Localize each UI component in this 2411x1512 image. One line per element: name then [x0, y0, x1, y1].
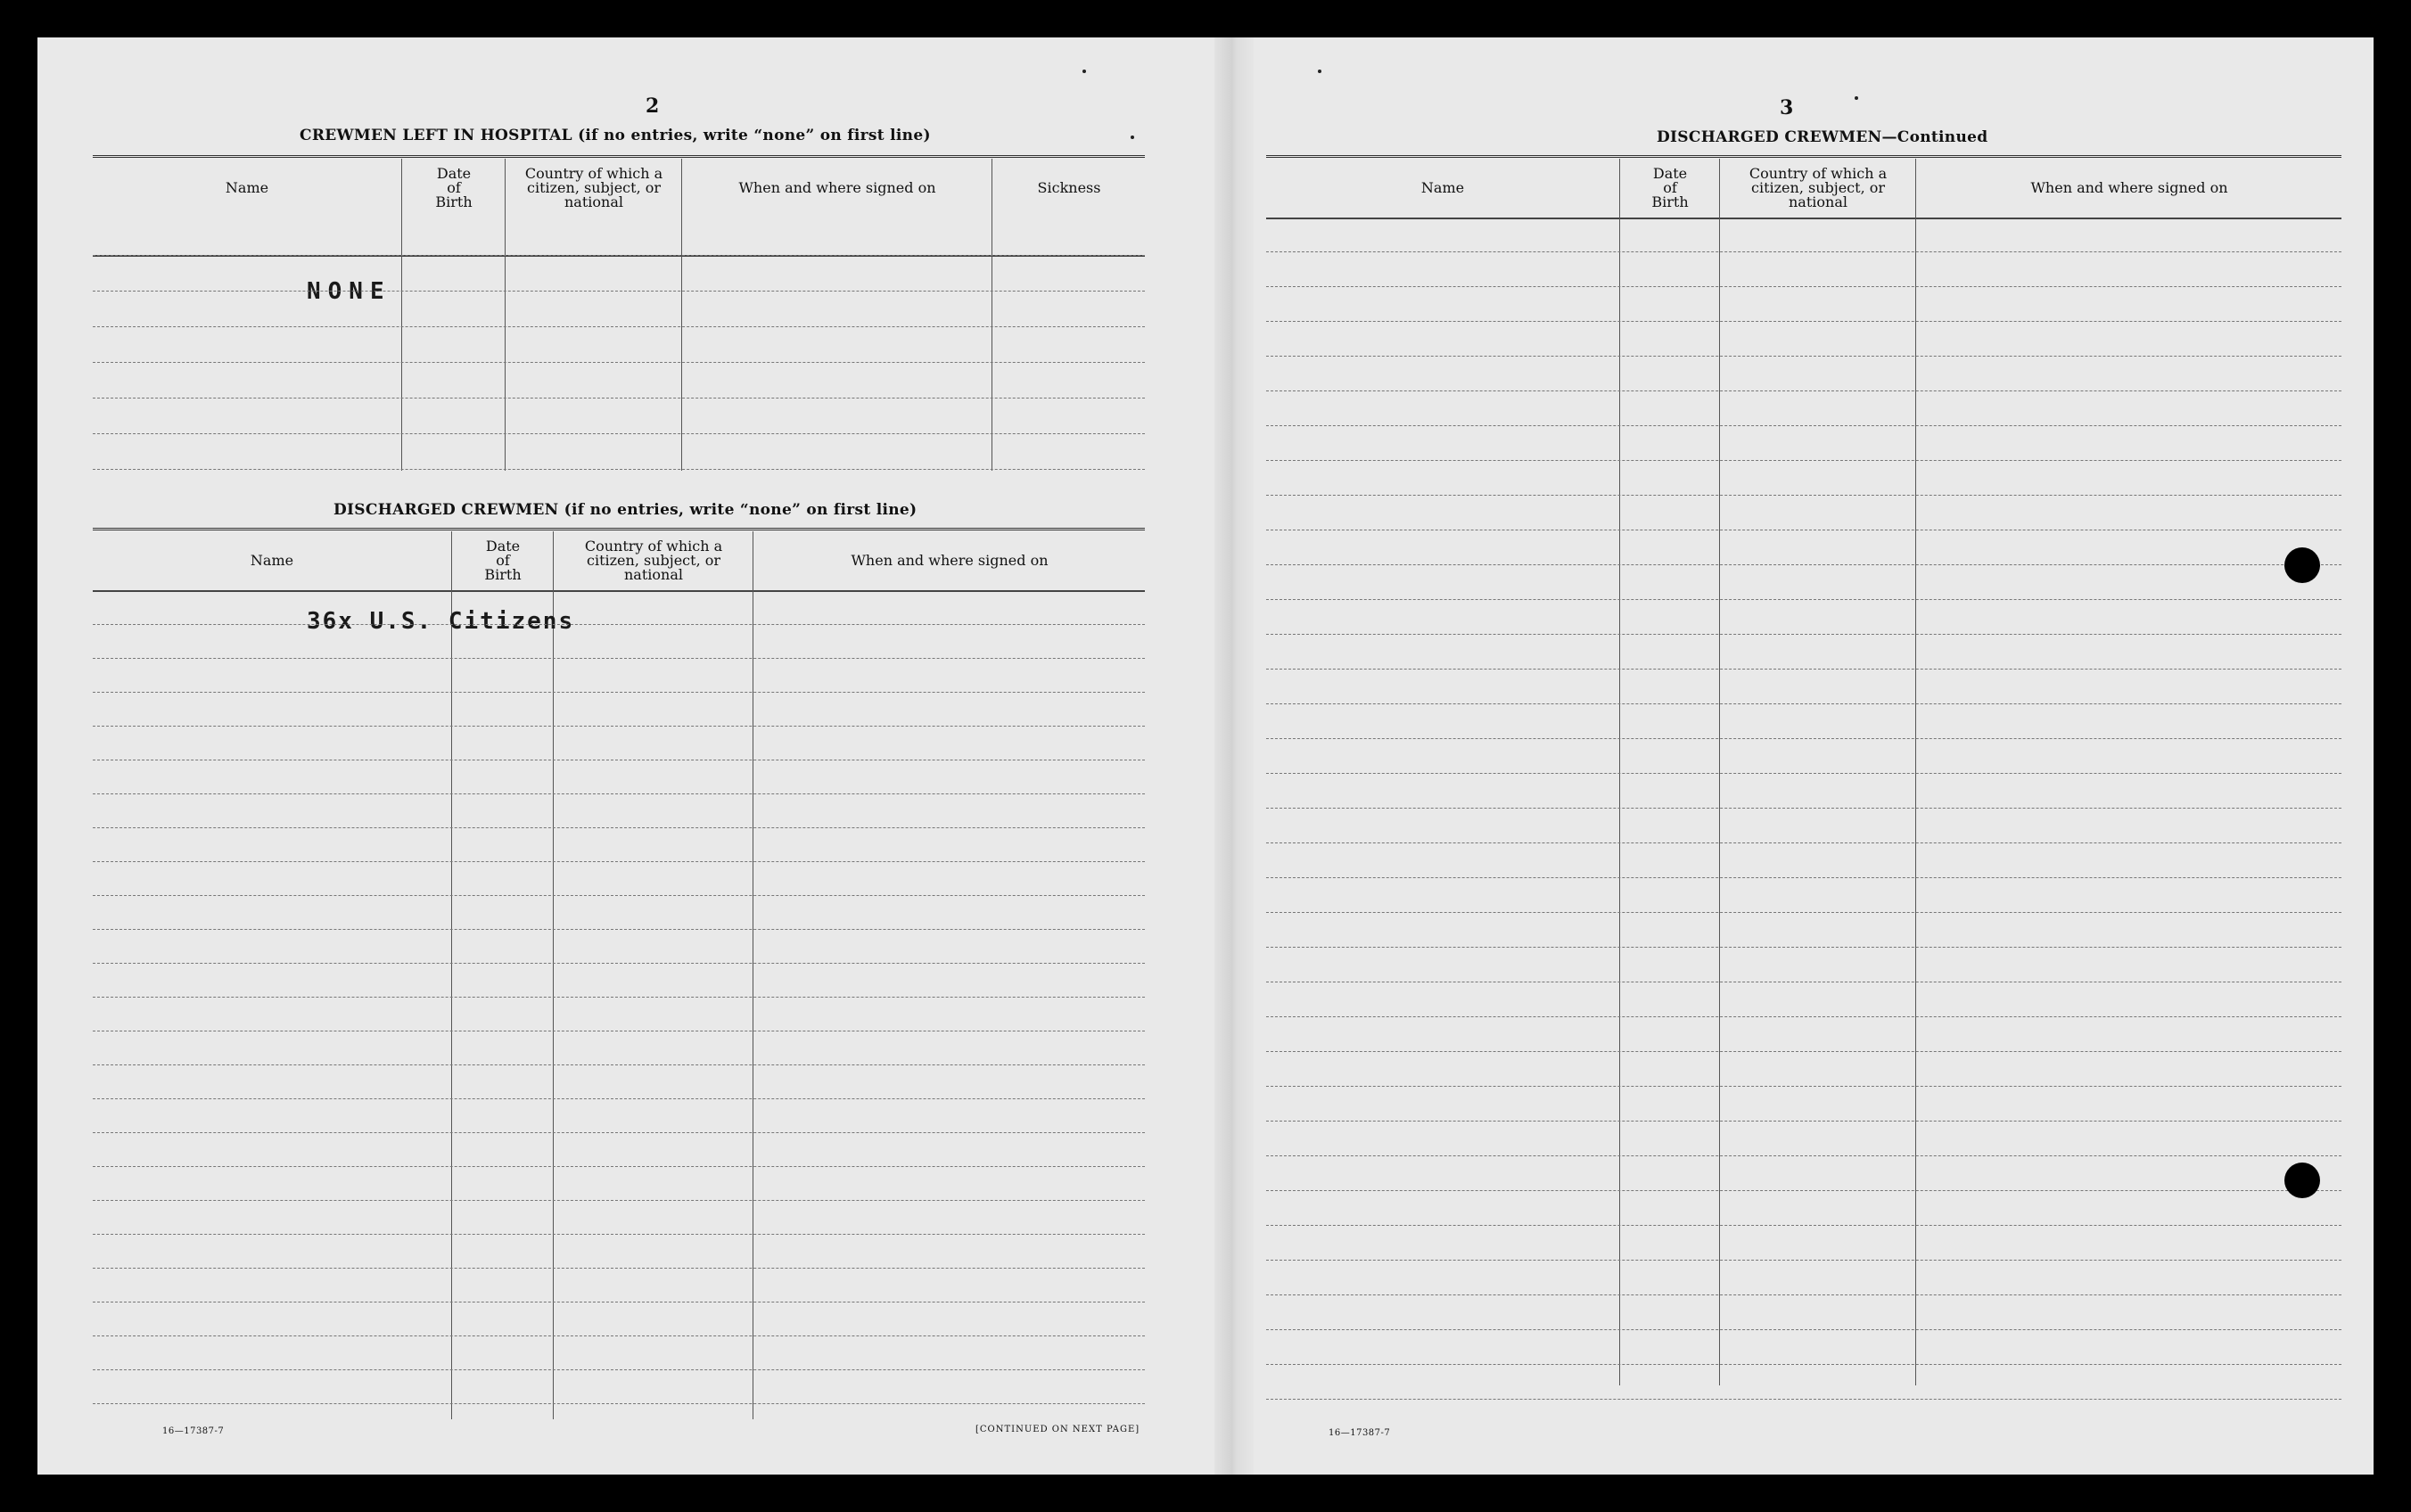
row-rule: [93, 1132, 1145, 1133]
row-rule: [1266, 1225, 2341, 1226]
hospital-section-title: [300, 127, 931, 144]
col-header-country: Country of which a citizen, subject, or national: [584, 538, 723, 583]
row-rule: [1266, 808, 2341, 809]
row-rule: [93, 929, 1145, 930]
page-fold: [1214, 37, 1254, 1475]
row-rule: [1266, 842, 2341, 843]
col-header-country: Country of which a citizen, subject, or national: [524, 165, 663, 210]
row-rule: [1266, 912, 2341, 913]
col-header-name: Name: [225, 179, 269, 196]
hospital-title-text: CREWMEN LEFT IN HOSPITAL: [300, 127, 572, 144]
row-rule: [93, 255, 1145, 256]
discharged-entry-citizens: 36x U.S. Citizens: [307, 608, 575, 635]
ink-speck: [1855, 96, 1858, 100]
ink-speck: [1318, 70, 1321, 73]
punch-hole-lower: [2284, 1163, 2320, 1198]
hospital-entry-none: NONE: [307, 278, 391, 305]
discharged-table-left: [93, 528, 1145, 1419]
row-rule: [93, 997, 1145, 998]
row-rule: [93, 658, 1145, 659]
row-rule: [93, 861, 1145, 862]
continued-note: [CONTINUED ON NEXT PAGE]: [975, 1425, 1140, 1434]
discharged-title-text: DISCHARGED CREWMEN: [333, 501, 559, 519]
row-rule: [1266, 738, 2341, 739]
row-rule: [93, 1268, 1145, 1269]
page-number-2: 2: [646, 94, 660, 118]
right-section-title: DISCHARGED CREWMEN—Continued: [1657, 128, 1988, 146]
col-header-sickness: Sickness: [1037, 179, 1101, 196]
col-header-signed-on: When and where signed on: [738, 179, 936, 196]
row-rule: [1266, 390, 2341, 391]
col-header-date-of-birth: Date of Birth: [1651, 165, 1689, 210]
row-rule: [93, 433, 1145, 434]
row-rule: [1266, 1051, 2341, 1052]
discharged-title-note: (if no entries, write “none” on first line): [564, 501, 917, 519]
row-rule: [1266, 1399, 2341, 1400]
form-code-left: 16—17387-7: [162, 1426, 225, 1436]
row-rule: [93, 1403, 1145, 1404]
row-rule: [1266, 1294, 2341, 1295]
col-header-date-of-birth: Date of Birth: [484, 538, 522, 583]
ink-speck: [1082, 70, 1086, 73]
row-rule: [1266, 1329, 2341, 1330]
row-rule: [93, 326, 1145, 327]
row-rule: [1266, 1260, 2341, 1261]
row-rule: [1266, 460, 2341, 461]
row-rule: [93, 1200, 1145, 1201]
discharged-table-right: [1266, 155, 2341, 1385]
hospital-table: [93, 155, 1145, 471]
row-rule: [93, 624, 1145, 625]
row-rule: [93, 1064, 1145, 1065]
ink-speck: [1131, 136, 1134, 139]
row-rule: [93, 1098, 1145, 1099]
row-rule: [93, 895, 1145, 896]
row-rule: [1266, 495, 2341, 496]
page-number-3: 3: [1780, 96, 1794, 119]
row-rule: [1266, 356, 2341, 357]
row-rule: [1266, 1155, 2341, 1156]
discharged-section-title: [333, 501, 917, 519]
row-rule: [1266, 877, 2341, 878]
row-rule: [1266, 251, 2341, 252]
row-rule: [1266, 286, 2341, 287]
form-code-right: 16—17387-7: [1329, 1428, 1391, 1438]
row-rule: [93, 827, 1145, 828]
col-header-date-of-birth: Date of Birth: [435, 165, 473, 210]
row-rule: [1266, 1016, 2341, 1017]
row-rule: [1266, 703, 2341, 704]
left-page: [93, 37, 1181, 1475]
row-rule: [93, 963, 1145, 964]
row-rule: [93, 1166, 1145, 1167]
row-rule: [1266, 1190, 2341, 1191]
col-header-name: Name: [250, 552, 294, 569]
row-rule: [1266, 669, 2341, 670]
row-rule: [93, 1335, 1145, 1336]
row-rule: [93, 398, 1145, 399]
row-rule: [93, 692, 1145, 693]
row-rule: [1266, 634, 2341, 635]
row-rule: [1266, 1086, 2341, 1087]
document-sheet: [37, 37, 2374, 1475]
hospital-title-note: (if no entries, write “none” on first line): [578, 127, 931, 144]
row-rule: [93, 362, 1145, 363]
punch-hole-upper: [2284, 547, 2320, 583]
row-rule: [93, 793, 1145, 794]
row-rule: [1266, 425, 2341, 426]
row-rule: [93, 726, 1145, 727]
row-rule: [93, 469, 1145, 470]
row-rule: [1266, 947, 2341, 948]
col-header-signed-on: When and where signed on: [2030, 179, 2228, 196]
row-rule: [1266, 321, 2341, 322]
row-rule: [93, 291, 1145, 292]
col-header-name: Name: [1420, 179, 1465, 196]
row-rule: [93, 1369, 1145, 1370]
row-rule: [1266, 773, 2341, 774]
row-rule: [1266, 1364, 2341, 1365]
row-rule: [1266, 564, 2341, 565]
col-header-signed-on: When and where signed on: [851, 552, 1049, 569]
col-header-country: Country of which a citizen, subject, or national: [1749, 165, 1888, 210]
right-page: [1266, 37, 2372, 1475]
row-rule: [1266, 599, 2341, 600]
row-rule: [93, 1234, 1145, 1235]
row-rule: [1266, 1121, 2341, 1122]
